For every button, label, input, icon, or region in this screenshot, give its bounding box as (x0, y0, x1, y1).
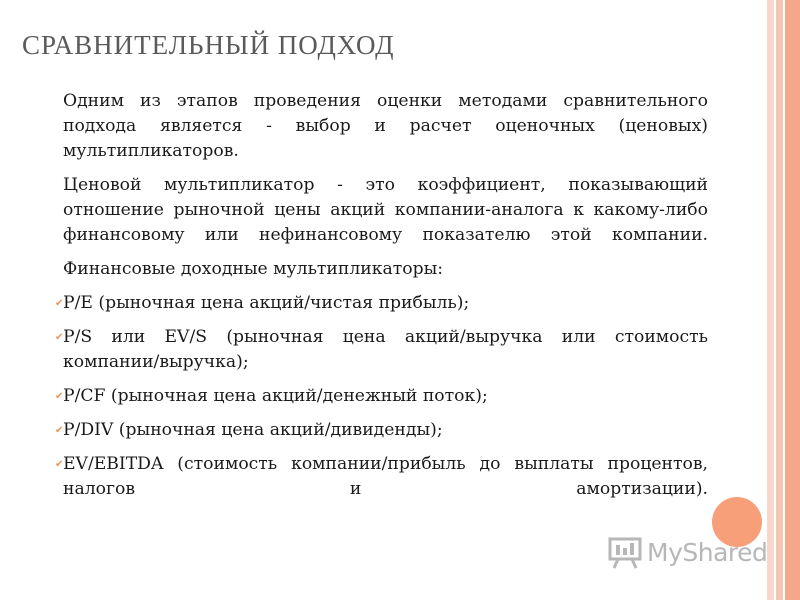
list-item-text: EV/EBITDA (стоимость компании/прибыль до выплаты процентов, налогов и амортизации). (63, 454, 708, 499)
checkmark-icon: ✔ (55, 391, 64, 402)
list-item-text: P/E (рыночная цена акций/чистая прибыль); (63, 293, 470, 313)
list-item-text: P/DIV (рыночная цена акций/дивиденды); (63, 420, 443, 440)
intro-paragraph: Одним из этапов проведения оценки методами сравнительного подхода является - выбор и расчет оценочных (ценовых) мультипликаторов. (63, 91, 708, 161)
checkmark-icon: ✔ (55, 425, 64, 436)
list-item (55, 384, 708, 409)
decorative-stripe-dark (785, 0, 800, 600)
watermark-text: MyShared (647, 537, 768, 567)
checkmark-icon: ✔ (55, 332, 64, 343)
checkmark-icon: ✔ (55, 459, 64, 470)
slide-content (55, 89, 708, 511)
checkmark-icon: ✔ (55, 298, 64, 309)
list-item (55, 452, 708, 502)
list-item (55, 325, 708, 375)
list-item-text: P/S или EV/S (рыночная цена акций/выручка или стоимость компании/выручка); (63, 327, 708, 372)
definition-paragraph: Ценовой мультипликатор - это коэффициент, показывающий отношение рыночной цены акций компании-аналога к какому-либо финансовому или нефинансовому показателю этой компании. (63, 175, 708, 245)
presentation-board-icon (608, 535, 642, 569)
list-item (55, 418, 708, 443)
myshared-watermark (608, 535, 767, 569)
slide-title: СРАВНИТЕЛЬНЫЙ ПОДХОД (22, 30, 395, 60)
decorative-stripe-light (767, 0, 774, 600)
list-item-text: P/CF (рыночная цена акций/денежный поток); (63, 386, 488, 406)
list-item (55, 291, 708, 316)
multipliers-heading: Финансовые доходные мультипликаторы: (63, 259, 444, 279)
decorative-stripe-mid (776, 0, 783, 600)
